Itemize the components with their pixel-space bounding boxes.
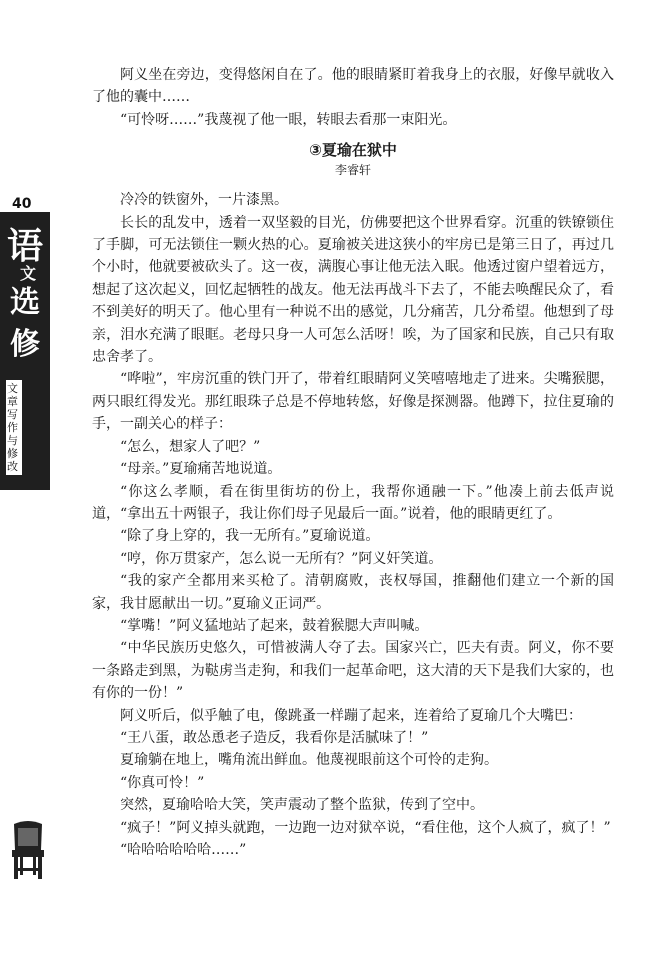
intro-paragraph: 阿义坐在旁边，变得悠闲自在了。他的眼睛紧盯着我身上的衣服，好像早就收入了他的囊中…… xyxy=(92,67,614,106)
paragraph: “中华民族历史悠久，可惜被满人夺了去。国家兴亡，匹夫有责。阿义，你不要一条路走到黑，为鞑虏当走狗，和我们一起革命吧，这大清的天下是我们大家的，也有你的一份！” xyxy=(92,640,614,702)
paragraph: “怎么，想家人了吧？” xyxy=(120,438,261,455)
paragraph: 夏瑜躺在地上，嘴角流出鲜血。他蔑视眼前这个可怜的走狗。 xyxy=(120,752,498,769)
paragraph: “王八蛋，敢怂恿老子造反，我看你是活腻味了！” xyxy=(120,729,429,746)
paragraph: “哼，你万贯家产，怎么说一无所有？”阿义奸笑道。 xyxy=(120,550,443,567)
side-subtitle: 文章写作与修改 xyxy=(6,380,22,475)
side-tab-char: 语 xyxy=(6,225,43,267)
paragraph: “掌嘴！”阿义猛地站了起来，鼓着猴腮大声叫喊。 xyxy=(120,617,429,634)
paragraph: “疯子！”阿义掉头就跑，一边跑一边对狱卒说，“看住他，这个人疯了，疯了！” xyxy=(120,819,611,836)
author-name: 李睿轩 xyxy=(334,163,371,178)
paragraph: 阿义听后，似乎触了电，像跳蚤一样蹦了起来，连着给了夏瑜几个大嘴巴： xyxy=(120,707,582,724)
article-body xyxy=(92,64,614,861)
paragraph: “除了身上穿的，我一无所有。”夏瑜说道。 xyxy=(120,528,380,545)
paragraph: 长长的乱发中，透着一双坚毅的目光，仿佛要把这个世界看穿。沉重的铁镣锁住了手脚，可无法锁住一颗火热的心。夏瑜被关进这狭小的牢房已是第三日了，再过几个小时，他就要被砍头了。这一夜，满腹心事让他无法入眠。他透过窗户望着远方，想起了这次起义，回忆起牺牲的战友。他无法再战斗下去了，不能去唤醒民众了，看不到美好的明天了。他心里有一种说不出的感觉，几分痛苦，几分希望。他想到了母亲，泪水充满了眼眶。老母只身一人可怎么活呀！唉，为了国家和民族，自己只有取忠舍孝了。 xyxy=(92,214,614,366)
section-title: ③夏瑜在狱中 xyxy=(309,141,397,160)
page-number: 40 xyxy=(12,196,32,212)
paragraph: 冷冷的铁窗外，一片漆黑。 xyxy=(120,192,288,209)
side-tab-char: 选 xyxy=(10,285,40,320)
side-tab-char: 修 xyxy=(10,327,40,362)
paragraph: “你真可怜！” xyxy=(120,774,205,791)
paragraph: “我的家产全都用来买枪了。清朝腐败，丧权辱国，推翻他们建立一个新的国家，我甘愿献出一切。”夏瑜义正词严。 xyxy=(92,573,614,612)
paragraph: 突然，夏瑜哈哈大笑，笑声震动了整个监狱，传到了空中。 xyxy=(120,797,484,814)
intro-paragraph: “可怜呀……”我蔑视了他一眼，转眼去看那一束阳光。 xyxy=(120,111,457,128)
chair-icon xyxy=(8,820,48,880)
paragraph: “哗啦”，牢房沉重的铁门开了，带着红眼睛阿义笑嘻嘻地走了进来。尖嘴猴腮，两只眼红得发光。那红眼珠子总是不停地转悠，好像是探测器。他蹲下，拉住夏瑜的手，一副关心的样子： xyxy=(92,371,614,433)
paragraph: “哈哈哈哈哈哈……” xyxy=(120,842,247,858)
side-tab-char: 文 xyxy=(19,264,36,283)
paragraph: “你这么孝顺，看在街里街坊的份上，我帮你通融一下。”他凑上前去低声说道，“拿出五十两银子，我让你们母子见最后一面。”说着，他的眼睛更红了。 xyxy=(92,483,614,522)
paragraph: “母亲。”夏瑜痛苦地说道。 xyxy=(120,461,282,478)
